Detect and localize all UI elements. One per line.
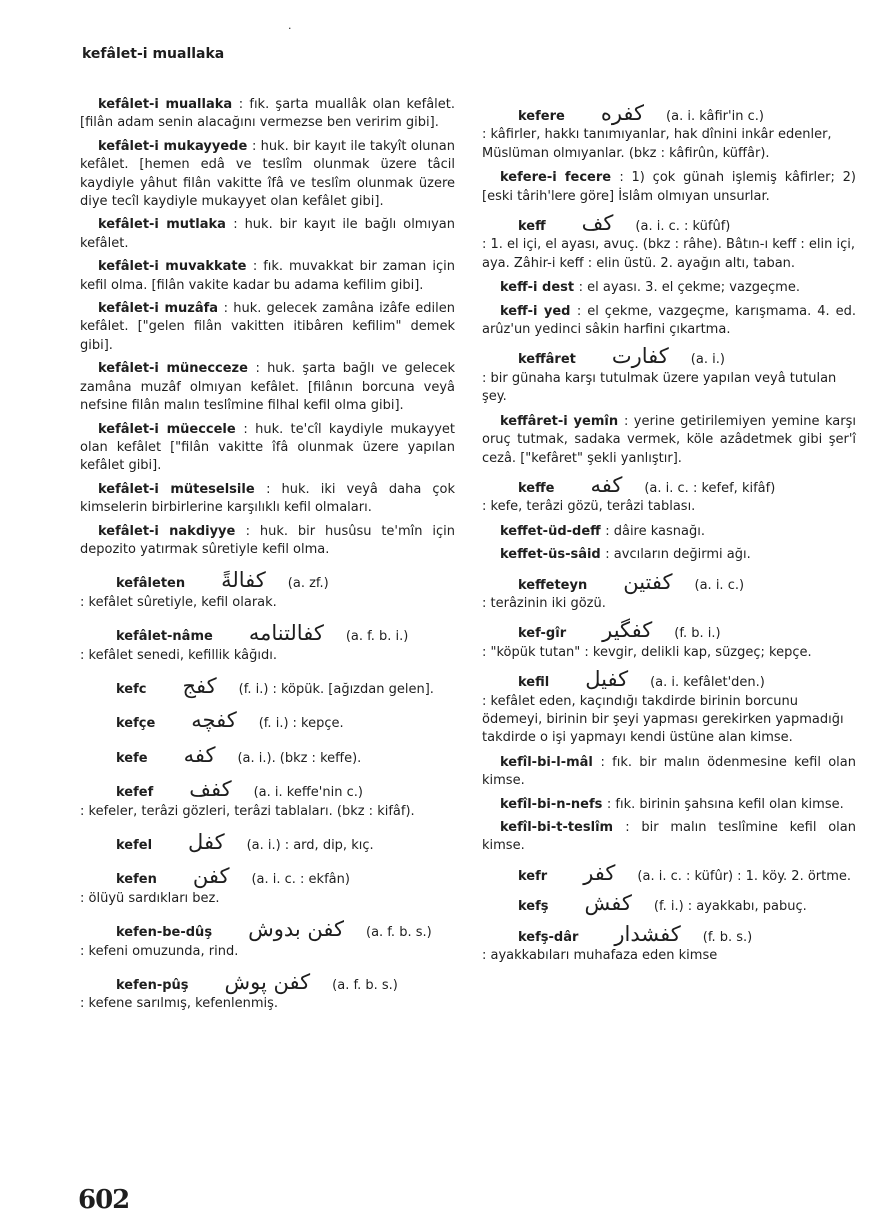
- grammar-note: (a. i. c. : ekfân): [251, 872, 350, 888]
- grammar-note: (f. i.): [238, 681, 269, 697]
- dictionary-entry: [482, 211, 856, 273]
- dictionary-entry: [482, 413, 856, 468]
- dictionary-entry: [482, 344, 856, 406]
- entry-definition: : köpük. [ağızdan gelen].: [272, 681, 434, 697]
- entry-headword: kefş-dâr: [518, 929, 579, 945]
- entry-headword: kef-gîr: [518, 626, 567, 642]
- entry-definition: : bir malın teslîmine kefil olan kimse.: [482, 820, 856, 854]
- entry-headword: kefe: [116, 750, 148, 766]
- dictionary-entry: [80, 970, 455, 1014]
- entry-definition: : dâire kasnağı.: [605, 523, 705, 539]
- arabic-spelling: كفارت: [611, 344, 669, 369]
- dictionary-entry: [80, 742, 455, 768]
- entry-headword: keffâret: [518, 352, 576, 368]
- grammar-note: (a. i. c. : kefef, kifâf): [644, 480, 776, 496]
- entry-headword: kefîl-bi-t-teslîm: [500, 820, 614, 835]
- arabic-spelling: كف: [581, 211, 614, 236]
- dictionary-entry: [482, 569, 856, 614]
- entry-definition: : huk. iki veyâ daha çok kimselerin birbirlerine karşılıklı kefil olmaları.: [80, 481, 456, 516]
- arabic-spelling: كفالتنامه: [248, 621, 324, 646]
- entry-definition: : kefâlet sûretiyle, kefil olarak.: [80, 594, 277, 610]
- dictionary-entry: [80, 673, 455, 699]
- entry-headword: kefere: [518, 109, 565, 124]
- entry-definition: : yerine getirilemiyen yemine karşı oruç tutmak, sadaka vermek, köle azâdetmek gibi şer'î cezâ. ["kefâret" şekli yanlıştır].: [482, 413, 856, 466]
- entry-definition: : huk. şarta bağlı ve gelecek zamâna muzâf olmıyan kefâlet. [filânın borcuna veyâ nefsine filân malın teslîmine filhal kefil olma gibi].: [80, 361, 455, 414]
- entry-definition: : ayakkabıları muhafaza eden kimse: [482, 948, 718, 964]
- page-number: 602: [78, 1185, 130, 1215]
- dictionary-entry: [80, 360, 455, 415]
- arabic-spelling: كفن بدوش: [248, 917, 344, 942]
- entry-headword: kefîl-bi-n-nefs: [500, 796, 603, 812]
- dictionary-entry: [80, 481, 455, 518]
- entry-definition: : huk. te'cîl kaydiyle mukayyet olan kefâlet ["filân vakitte îfâ olunmak üzere yapılan kefâlet gibi].: [80, 421, 455, 474]
- grammar-note: (f. b. i.): [674, 626, 721, 642]
- entry-headword: kefâleten: [116, 576, 186, 592]
- entry-headword: kefr: [518, 868, 548, 884]
- arabic-spelling: كفن پوش: [224, 970, 311, 995]
- entry-definition: : kefâlet eden, kaçındığı takdirde birinin borcunu ödemeyi, birinin bir şeyi yapması gerekirken yapmadığı takdirde o işi yapmayı kendi üstüne alan kimse.: [482, 693, 844, 746]
- dictionary-entry: [80, 523, 455, 560]
- dictionary-entry: [482, 169, 856, 206]
- entry-headword: kefef: [116, 785, 154, 801]
- dictionary-entry: [482, 303, 856, 340]
- dictionary-entry: [482, 921, 856, 966]
- entry-headword: kefâlet-i müteselsile: [98, 481, 255, 497]
- dictionary-entry: [482, 101, 856, 163]
- arabic-spelling: كفشدار: [614, 921, 681, 946]
- entry-definition: : huk. gelecek zamâna izâfe edilen kefâlet. ["gelen filân vakitten itibâren kefilim" demek gibi].: [80, 301, 455, 353]
- entry-definition: : huk. bir kayıt ile bağlı olmıyan kefâlet.: [80, 217, 455, 251]
- entry-definition: : el ayası. 3. el çekme; vazgeçme.: [578, 280, 800, 296]
- entry-definition: : ölüyü sardıkları bez.: [80, 890, 220, 906]
- entry-definition: : kâfirler, hakkı tanımıyanlar, hak dînini inkâr edenler, Müslüman olmıyanlar. (bkz : kâfirûn, küffâr).: [482, 127, 832, 161]
- entry-definition: : fık. şarta muallâk olan kefâlet. [filân adam senin alacağını vermezse ben veririm gibi].: [80, 97, 456, 131]
- grammar-note: (a. i. c. : küfûr): [637, 868, 734, 884]
- arabic-spelling: كفش: [584, 891, 632, 916]
- entry-headword: kefere-i fecere: [500, 170, 612, 186]
- entry-headword: keff: [518, 219, 546, 235]
- entry-definition: : bir günaha karşı tutulmak üzere yapılan veyâ tutulan şey.: [482, 370, 837, 405]
- dictionary-entry: [482, 754, 856, 791]
- dictionary-entry: [80, 568, 455, 612]
- entry-headword: kefâlet-i müeccele: [98, 421, 236, 437]
- entry-headword: keffeteyn: [518, 577, 588, 593]
- grammar-note: (a. i. kâfir'in c.): [666, 109, 764, 124]
- grammar-note: (a. i. c. : küfûf): [635, 219, 731, 235]
- entry-headword: kefâlet-nâme: [116, 629, 213, 645]
- dictionary-entry: [80, 830, 455, 855]
- grammar-note: (a. zf.): [287, 576, 329, 592]
- arabic-spelling: كفف: [189, 777, 232, 802]
- dictionary-entry: [482, 279, 856, 297]
- arabic-spelling: كفن: [192, 864, 230, 889]
- entry-definition: : huk. bir kayıt ile takyît olunan kefâlet. [hemen edâ ve teslîm olunmak üzere tâcil kaydiyle yâhut filân vakitte îfâ ve teslîm olunmak üzere diye tecîl kaydiyle mukayyet olan kefâlet gibi].: [80, 138, 455, 210]
- entry-definition: (bkz : keffe).: [279, 750, 362, 766]
- entry-headword: keffet-üd-deff: [500, 523, 601, 539]
- dictionary-entry: [80, 917, 455, 961]
- entry-headword: kefen-be-dûş: [116, 925, 213, 941]
- arabic-spelling: كفه: [183, 742, 216, 767]
- entry-definition: : 1. köy. 2. örtme.: [737, 868, 852, 884]
- grammar-note: (a. i. c.): [694, 577, 745, 593]
- grammar-note: (a. f. b. s.): [366, 925, 432, 941]
- entry-definition: : huk. bir husûsu te'mîn için depozito yatırmak sûretiyle kefil olma.: [80, 523, 456, 557]
- grammar-note: (a. i.): [690, 352, 725, 368]
- dictionary-entry: [80, 300, 455, 355]
- dictionary-entry: [80, 138, 455, 212]
- arabic-spelling: كفتين: [623, 569, 673, 594]
- arabic-spelling: كفيل: [585, 667, 629, 692]
- entry-headword: kefâlet-i nakdiyye: [98, 523, 236, 539]
- entry-definition: : kefe, terâzi gözü, terâzi tablası.: [482, 499, 696, 515]
- arabic-spelling: كفل: [188, 830, 225, 854]
- entry-definition: : el çekme, vazgeçme, karışmama. 4. ed. arûz'un yedinci sâkin harfini çıkartma.: [482, 303, 856, 338]
- arabic-spelling: كفر: [583, 860, 616, 885]
- entry-headword: kefel: [116, 838, 153, 853]
- entry-definition: : 1. el içi, el ayası, avuç. (bkz : râhe). Bâtın-ı keff : elin içi, aya. Zâhir-i keff : elin üstü. 2. ayağın altı, taban.: [482, 237, 855, 271]
- entry-definition: : fık. birinin şahsına kefil olan kimse.: [606, 796, 844, 812]
- dictionary-entry: [80, 96, 455, 133]
- grammar-note: (a. f. b. s.): [332, 978, 398, 994]
- grammar-note: (a. i.): [246, 838, 281, 853]
- dictionary-entry: [482, 860, 856, 886]
- dictionary-entry: [80, 777, 455, 821]
- entry-definition: : fık. muvakkat bir zaman için kefil olma. [filân vakite kadar bu adama kefilim gibi].: [80, 259, 455, 293]
- dictionary-entry: [482, 546, 856, 564]
- dictionary-entry: [482, 523, 856, 541]
- entry-headword: kefâlet-i muallaka: [98, 97, 233, 112]
- entry-definition: : fık. bir malın ödenmesine kefil olan kimse.: [482, 754, 856, 789]
- dictionary-entry: [482, 796, 856, 814]
- entry-headword: keffâret-i yemîn: [500, 413, 619, 429]
- grammar-note: (a. f. b. i.): [345, 629, 409, 645]
- entry-definition: : avcıların değirmi ağı.: [605, 547, 751, 563]
- entry-headword: kefâlet-i muvakkate: [98, 259, 247, 275]
- grammar-note: (a. i. keffe'nin c.): [253, 785, 363, 801]
- dictionary-entry: [482, 891, 856, 916]
- dictionary-entry: [80, 421, 455, 476]
- grammar-note: (f. i.): [653, 899, 684, 915]
- grammar-note: (a. i. kefâlet'den.): [650, 675, 765, 691]
- entry-definition: : ayakkabı, pabuç.: [687, 899, 807, 915]
- grammar-note: (f. b. s.): [702, 929, 753, 945]
- entry-headword: keff-i dest: [500, 280, 575, 296]
- dictionary-entry: [482, 667, 856, 748]
- entry-definition: : kepçe.: [292, 716, 344, 732]
- entry-definition: : kefâlet senedi, kefillik kâğıdı.: [80, 647, 277, 663]
- left-column: [80, 96, 455, 1022]
- entry-headword: keffe: [518, 480, 555, 496]
- entry-headword: keffet-üs-sâid: [500, 547, 601, 563]
- entry-definition: : terâzinin iki gözü.: [482, 595, 606, 611]
- dictionary-entry: [80, 258, 455, 295]
- dictionary-entry: [80, 621, 455, 665]
- grammar-note: (f. i.): [258, 716, 289, 732]
- entry-headword: kefen: [116, 872, 157, 888]
- dictionary-entry: [482, 819, 856, 856]
- entry-headword: kefçe: [116, 716, 156, 732]
- entry-definition: : kefeni omuzunda, rind.: [80, 943, 239, 959]
- entry-definition: : kefene sarılmış, kefenlenmiş.: [80, 996, 279, 1012]
- arabic-spelling: كفره: [600, 101, 645, 125]
- entry-headword: kefîl-bi-l-mâl: [500, 754, 593, 770]
- arabic-spelling: كفالةً: [221, 568, 266, 593]
- dictionary-entry: [80, 864, 455, 908]
- stray-mark: ·: [288, 22, 292, 35]
- entry-headword: kefâlet-i mutlaka: [98, 217, 226, 233]
- entry-definition: : 1) çok günah işlemiş kâfirler; 2) [eski târih'lere göre] İslâm olmıyan unsurlar.: [482, 170, 857, 204]
- entry-headword: keff-i yed: [500, 303, 571, 319]
- right-column: [482, 96, 856, 971]
- entry-headword: kefâlet-i mukayyede: [98, 138, 248, 154]
- entry-headword: kefen-pûş: [116, 978, 189, 994]
- entry-definition: : "köpük tutan" : kevgir, delikli kap, süzgeç; kepçe.: [482, 644, 812, 660]
- arabic-spelling: كفج: [182, 673, 217, 698]
- grammar-note: (a. i.).: [237, 750, 276, 766]
- arabic-spelling: كفگير: [602, 618, 653, 643]
- dictionary-entry: [482, 618, 856, 662]
- entry-headword: kefâlet-i münecceze: [98, 361, 248, 377]
- entry-definition: : kefeler, terâzi gözleri, terâzi tablaları. (bkz : kifâf).: [80, 803, 415, 819]
- entry-headword: kefc: [116, 681, 147, 697]
- dictionary-entry: [482, 472, 856, 517]
- dictionary-entry: [80, 708, 455, 733]
- entry-headword: kefâlet-i muzâfa: [98, 301, 219, 317]
- arabic-spelling: كفچه: [191, 708, 237, 733]
- entry-definition: : ard, dip, kıç.: [284, 838, 374, 853]
- entry-headword: kefil: [518, 675, 550, 691]
- running-header: kefâlet-i muallaka: [82, 46, 225, 62]
- arabic-spelling: كفه: [590, 472, 623, 497]
- entry-headword: kefş: [518, 899, 549, 915]
- dictionary-entry: [80, 216, 455, 253]
